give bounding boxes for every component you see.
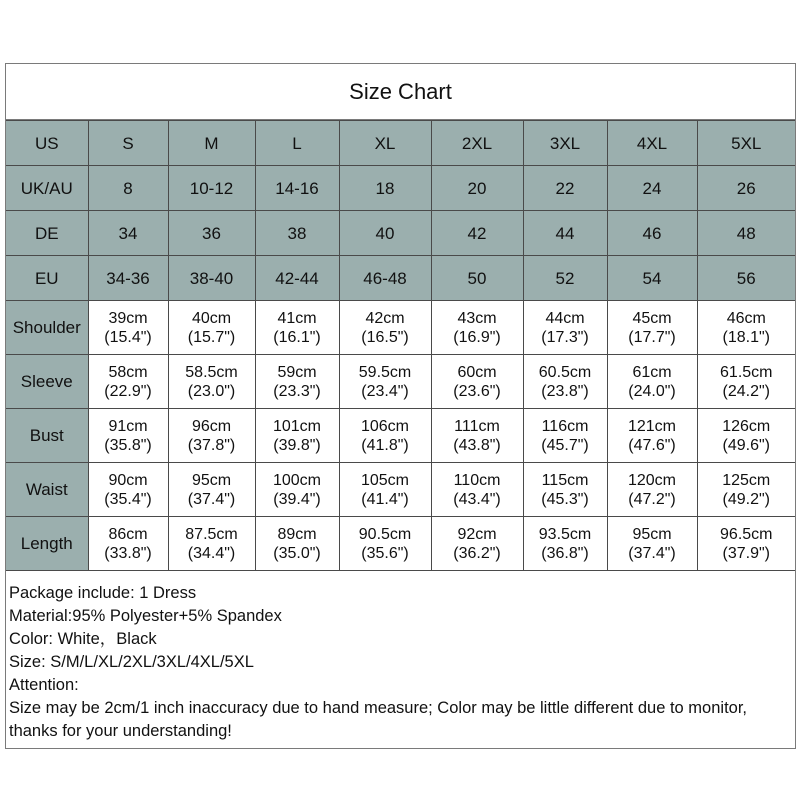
- note-line: Package include: 1 Dress: [9, 584, 197, 602]
- cm-value: 95cm: [191, 471, 232, 489]
- measure-cell: [697, 355, 795, 409]
- cm-value: 61.5cm: [720, 363, 773, 381]
- measure-cell: [431, 463, 523, 517]
- row-label: Sleeve: [6, 355, 88, 409]
- measure-cell: [88, 409, 168, 463]
- note-line: Size may be 2cm/1 inch inaccuracy due to hand measure; Color may be little different due to monitor, thanks for your understanding!: [9, 699, 752, 740]
- inch-value: (49.2"): [722, 490, 770, 508]
- measure-cell: [255, 301, 339, 355]
- size-cell: M: [168, 121, 255, 166]
- cm-value: 126cm: [722, 417, 771, 435]
- inch-value: (23.6"): [453, 382, 501, 400]
- cm-value: 60cm: [457, 363, 497, 381]
- measure-cell: [339, 355, 431, 409]
- cm-value: 59cm: [277, 363, 317, 381]
- measure-cell: [607, 463, 697, 517]
- cm-value: 96cm: [191, 417, 232, 435]
- measure-cell: [88, 301, 168, 355]
- cm-value: 92cm: [457, 525, 497, 543]
- cm-value: 39cm: [108, 309, 148, 327]
- cm-value: 115cm: [541, 471, 589, 489]
- measure-cell: [255, 409, 339, 463]
- measure-cell: [339, 409, 431, 463]
- size-cell: 18: [339, 166, 431, 211]
- size-cell: 42-44: [255, 256, 339, 301]
- inch-value: (35.6"): [361, 544, 409, 562]
- cm-value: 106cm: [360, 417, 410, 435]
- row-label: UK/AU: [6, 166, 88, 211]
- inch-value: (16.9"): [453, 328, 501, 346]
- cm-value: 101cm: [272, 417, 322, 435]
- size-cell: 44: [523, 211, 607, 256]
- size-row-de: [6, 211, 795, 256]
- size-cell: 8: [88, 166, 168, 211]
- cm-value: 44cm: [545, 309, 585, 327]
- cm-value: 58cm: [108, 363, 148, 381]
- cm-value: 125cm: [722, 471, 771, 489]
- size-cell: 56: [697, 256, 795, 301]
- cm-value: 59.5cm: [358, 363, 412, 381]
- row-label: Waist: [6, 463, 88, 517]
- cm-value: 90cm: [108, 471, 148, 489]
- cm-value: 96.5cm: [720, 525, 773, 543]
- measure-cell: [697, 517, 795, 571]
- size-chart-panel: [5, 63, 796, 749]
- size-cell: 46: [607, 211, 697, 256]
- cm-value: 93.5cm: [538, 525, 592, 543]
- measure-row-shoulder: [6, 301, 795, 355]
- measure-cell: [523, 301, 607, 355]
- inch-value: (45.7"): [541, 436, 589, 454]
- chart-title: Size Chart: [6, 64, 795, 120]
- measure-cell: [523, 409, 607, 463]
- row-label: Shoulder: [6, 301, 88, 355]
- size-cell: 5XL: [697, 121, 795, 166]
- size-cell: 48: [697, 211, 795, 256]
- measure-cell: [697, 301, 795, 355]
- measure-cell: [339, 517, 431, 571]
- inch-value: (23.0"): [187, 382, 236, 400]
- size-cell: 2XL: [431, 121, 523, 166]
- inch-value: (43.4"): [453, 490, 501, 508]
- size-cell: 38-40: [168, 256, 255, 301]
- measure-cell: [168, 301, 255, 355]
- inch-value: (47.6"): [628, 436, 676, 454]
- size-cell: 26: [697, 166, 795, 211]
- size-cell: L: [255, 121, 339, 166]
- inch-value: (37.4"): [187, 490, 236, 508]
- inch-value: (24.0"): [628, 382, 676, 400]
- measure-cell: [697, 409, 795, 463]
- cm-value: 58.5cm: [185, 363, 238, 381]
- measure-row-bust: [6, 409, 795, 463]
- size-cell: 3XL: [523, 121, 607, 166]
- inch-value: (39.8"): [273, 436, 321, 454]
- cm-value: 42cm: [365, 309, 405, 327]
- row-label: EU: [6, 256, 88, 301]
- measure-cell: [523, 463, 607, 517]
- cm-value: 87.5cm: [185, 525, 238, 543]
- measure-cell: [607, 517, 697, 571]
- cm-value: 100cm: [272, 471, 322, 489]
- size-cell: 54: [607, 256, 697, 301]
- measure-cell: [339, 463, 431, 517]
- size-cell: 14-16: [255, 166, 339, 211]
- measure-cell: [339, 301, 431, 355]
- inch-value: (23.8"): [541, 382, 589, 400]
- cm-value: 111cm: [454, 417, 500, 435]
- measure-cell: [607, 409, 697, 463]
- inch-value: (41.4"): [361, 490, 409, 508]
- measure-cell: [607, 355, 697, 409]
- inch-value: (22.9"): [104, 382, 152, 400]
- size-cell: 22: [523, 166, 607, 211]
- note-line: Size: S/M/L/XL/2XL/3XL/4XL/5XL: [9, 653, 254, 671]
- cm-value: 45cm: [632, 309, 672, 327]
- cm-value: 91cm: [108, 417, 148, 435]
- measure-cell: [697, 463, 795, 517]
- inch-value: (43.8"): [453, 436, 501, 454]
- note-line: Color: White，Black: [9, 630, 157, 648]
- measure-cell: [88, 463, 168, 517]
- inch-value: (18.1"): [722, 328, 770, 346]
- size-cell: 40: [339, 211, 431, 256]
- inch-value: (35.8"): [104, 436, 152, 454]
- size-cell: 52: [523, 256, 607, 301]
- row-label: Bust: [6, 409, 88, 463]
- measure-cell: [431, 517, 523, 571]
- inch-value: (24.2"): [722, 382, 770, 400]
- cm-value: 95cm: [632, 525, 672, 543]
- note-line: Material:95% Polyester+5% Spandex: [9, 607, 282, 625]
- measure-cell: [431, 301, 523, 355]
- inch-value: (37.8"): [187, 436, 236, 454]
- cm-value: 110cm: [453, 471, 501, 489]
- measure-cell: [255, 517, 339, 571]
- row-label: DE: [6, 211, 88, 256]
- cm-value: 61cm: [632, 363, 672, 381]
- row-label: US: [6, 121, 88, 166]
- measure-cell: [431, 409, 523, 463]
- inch-value: (37.4"): [628, 544, 676, 562]
- measure-cell: [88, 355, 168, 409]
- measure-cell: [431, 355, 523, 409]
- inch-value: (37.9"): [722, 544, 770, 562]
- inch-value: (33.8"): [104, 544, 152, 562]
- cm-value: 89cm: [277, 525, 317, 543]
- measure-cell: [88, 517, 168, 571]
- inch-value: (47.2"): [628, 490, 676, 508]
- cm-value: 105cm: [360, 471, 410, 489]
- measure-cell: [523, 355, 607, 409]
- measure-cell: [168, 463, 255, 517]
- size-cell: 34-36: [88, 256, 168, 301]
- cm-value: 86cm: [108, 525, 148, 543]
- measure-cell: [255, 355, 339, 409]
- size-cell: 46-48: [339, 256, 431, 301]
- inch-value: (16.1"): [273, 328, 321, 346]
- size-row-uk-au: [6, 166, 795, 211]
- measure-cell: [168, 517, 255, 571]
- inch-value: (36.8"): [541, 544, 589, 562]
- cm-value: 116cm: [541, 417, 589, 435]
- size-cell: XL: [339, 121, 431, 166]
- product-notes: [9, 582, 791, 743]
- cm-value: 60.5cm: [538, 363, 592, 381]
- cm-value: 43cm: [457, 309, 497, 327]
- size-row-us: [6, 121, 795, 166]
- inch-value: (35.4"): [104, 490, 152, 508]
- inch-value: (39.4"): [273, 490, 321, 508]
- size-table: [6, 120, 795, 571]
- size-cell: 42: [431, 211, 523, 256]
- size-cell: 24: [607, 166, 697, 211]
- inch-value: (23.4"): [361, 382, 409, 400]
- inch-value: (41.8"): [361, 436, 409, 454]
- inch-value: (23.3"): [273, 382, 321, 400]
- measure-cell: [168, 355, 255, 409]
- inch-value: (17.3"): [541, 328, 589, 346]
- inch-value: (36.2"): [453, 544, 501, 562]
- cm-value: 120cm: [627, 471, 677, 489]
- measure-cell: [607, 301, 697, 355]
- measure-cell: [168, 409, 255, 463]
- inch-value: (15.4"): [104, 328, 152, 346]
- inch-value: (49.6"): [722, 436, 770, 454]
- row-label: Length: [6, 517, 88, 571]
- note-line: Attention:: [9, 676, 79, 694]
- size-cell: 38: [255, 211, 339, 256]
- size-cell: 10-12: [168, 166, 255, 211]
- cm-value: 41cm: [277, 309, 317, 327]
- inch-value: (16.5"): [361, 328, 409, 346]
- cm-value: 40cm: [191, 309, 232, 327]
- measure-cell: [255, 463, 339, 517]
- size-cell: 50: [431, 256, 523, 301]
- inch-value: (15.7"): [187, 328, 236, 346]
- cm-value: 121cm: [627, 417, 677, 435]
- measure-row-waist: [6, 463, 795, 517]
- size-cell: 20: [431, 166, 523, 211]
- measure-cell: [523, 517, 607, 571]
- cm-value: 90.5cm: [358, 525, 412, 543]
- size-cell: S: [88, 121, 168, 166]
- cm-value: 46cm: [726, 309, 766, 327]
- size-row-eu: [6, 256, 795, 301]
- inch-value: (45.3"): [541, 490, 589, 508]
- size-cell: 4XL: [607, 121, 697, 166]
- measure-row-length: [6, 517, 795, 571]
- size-cell: 34: [88, 211, 168, 256]
- inch-value: (34.4"): [187, 544, 236, 562]
- measure-row-sleeve: [6, 355, 795, 409]
- inch-value: (17.7"): [628, 328, 676, 346]
- size-cell: 36: [168, 211, 255, 256]
- inch-value: (35.0"): [273, 544, 321, 562]
